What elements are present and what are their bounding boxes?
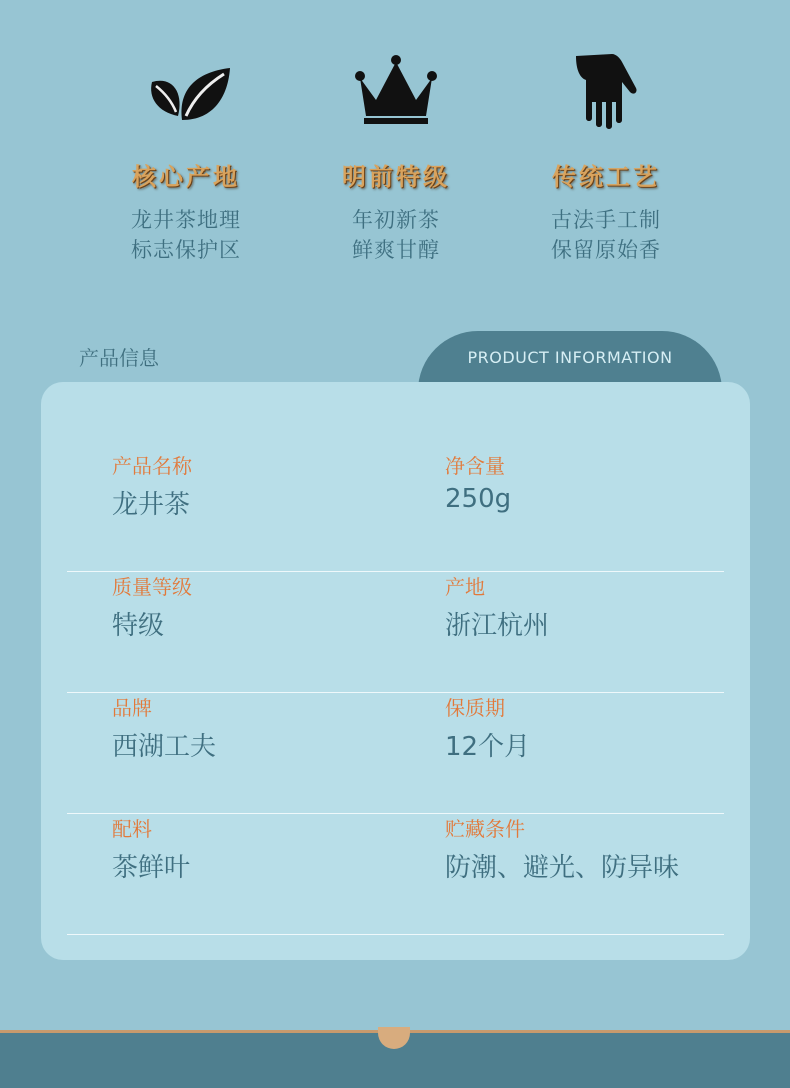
- info-row: [67, 450, 724, 572]
- section-label: 产品信息: [79, 346, 159, 370]
- info-value: 12个月: [445, 732, 531, 762]
- info-label: 质量等级: [112, 575, 192, 599]
- feature-line: 鲜爽甘醇: [352, 238, 440, 262]
- feature-line: 古法手工制: [551, 208, 661, 232]
- tea-leaf-icon: [138, 50, 234, 134]
- info-label: 贮藏条件: [445, 817, 525, 841]
- info-row: [67, 813, 724, 935]
- info-label: 品牌: [112, 696, 152, 720]
- crown-icon: [348, 50, 444, 134]
- info-row: [67, 692, 724, 814]
- info-label: 保质期: [445, 696, 505, 720]
- feature-title: 传统工艺: [552, 162, 660, 191]
- info-value: 龙井茶: [112, 490, 191, 520]
- feature-subtitle: [296, 205, 496, 265]
- info-value: 250g: [445, 484, 512, 514]
- info-value: 浙江杭州: [445, 611, 550, 641]
- product-info-card: [41, 382, 750, 960]
- info-value: 茶鲜叶: [112, 853, 191, 883]
- info-row: [67, 571, 724, 693]
- feature-subtitle: [506, 205, 706, 265]
- info-label: 净含量: [445, 454, 505, 478]
- info-label: 产品名称: [112, 454, 192, 478]
- info-label: 产地: [445, 575, 485, 599]
- feature-line: 保留原始香: [551, 238, 661, 262]
- info-value: 防潮、避光、防异味: [445, 853, 680, 883]
- feature-line: 年初新茶: [352, 208, 440, 232]
- feature-title: 明前特级: [342, 162, 450, 191]
- feature-title: 核心产地: [132, 162, 240, 191]
- info-label: 配料: [112, 817, 152, 841]
- feature-line: 标志保护区: [131, 238, 241, 262]
- feature-line: 龙井茶地理: [131, 208, 241, 232]
- feature-subtitle: [86, 205, 286, 265]
- info-value: 西湖工夫: [112, 732, 217, 762]
- product-info-tab: PRODUCT INFORMATION: [418, 331, 722, 411]
- info-value: 特级: [112, 611, 165, 641]
- hand-icon: [566, 50, 646, 138]
- features-strip: [0, 0, 790, 290]
